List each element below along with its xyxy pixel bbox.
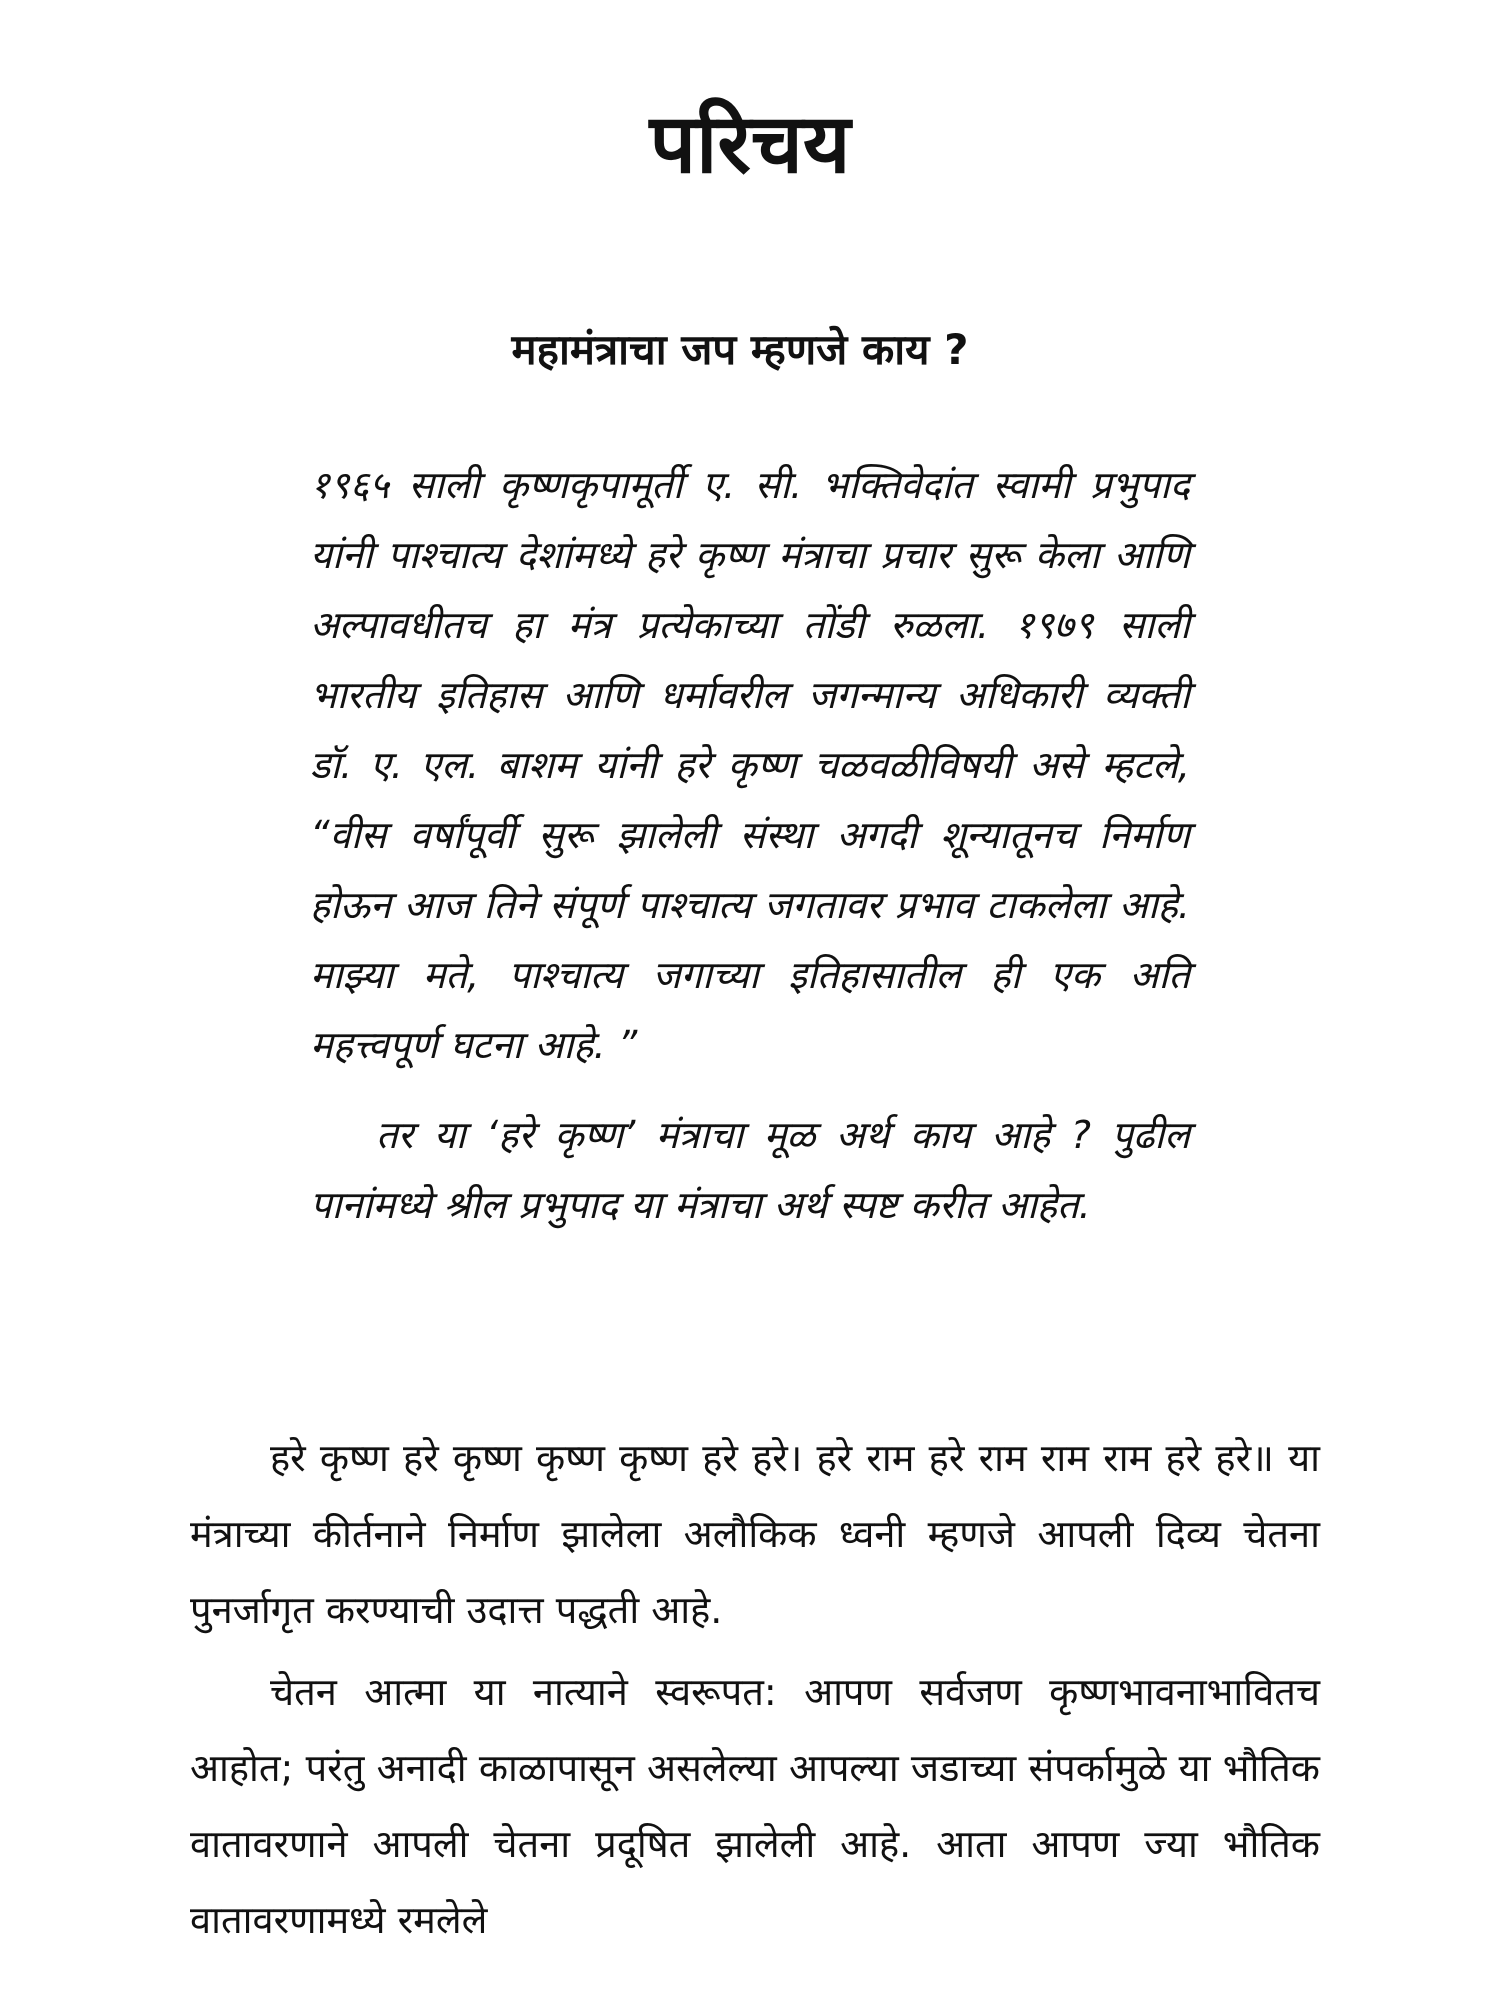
intro-block (310, 450, 1190, 1240)
intro-paragraph-2: तर या ‘हरे कृष्ण’ मंत्राचा मूळ अर्थ काय आहे ? पुढील पानांमध्ये श्रील प्रभुपाद या मंत्राचा अर्थ स्पष्ट करीत आहेत. (310, 1113, 1190, 1227)
body-paragraph-1: हरे कृष्ण हरे कृष्ण कृष्ण कृष्ण हरे हरे। हरे राम हरे राम राम राम हरे हरे॥ या मंत्राच्या कीर्तनाने निर्माण झालेला अलौकिक ध्वनी म्हणजे आपली दिव्य चेतना पुनर्जागृत करण्याची उदात्त पद्धती आहे. (190, 1436, 1320, 1632)
section-heading: महामंत्राचा जप म्हणजे काय ? (511, 325, 969, 374)
intro-paragraph-1: १९६५ साली कृष्णकृपामूर्ती ए. सी. भक्तिवेदांत स्वामी प्रभुपाद यांनी पाश्चात्य देशांमध्ये हरे कृष्ण मंत्राचा प्रचार सुरू केला आणि अल्पावधीतच हा मंत्र प्रत्येकाच्या तोंडी रुळला. १९७९ साली भारतीय इतिहास आणि धर्मावरील जगन्मान्य अधिकारी व्यक्ती डॉ. ए. एल. बाशम यांनी हरे कृष्ण चळवळीविषयी असे म्हटले, “वीस वर्षांपूर्वी सुरू झालेली संस्था अगदी शून्यातूनच निर्माण होऊन आज तिने संपूर्ण पाश्चात्य जगतावर प्रभाव टाकलेला आहे. माझ्या मते, पाश्चात्य जगाच्या इतिहासातील ही एक अति महत्त्वपूर्ण घटना आहे. ” (310, 463, 1190, 1067)
body-text (190, 1420, 1320, 1958)
body-paragraph-2: चेतन आत्मा या नात्याने स्वरूपत: आपण सर्वजण कृष्णभावनाभावितच आहोत; परंतु अनादी काळापासून असलेल्या आपल्या जडाच्या संपर्कामुळे या भौतिक वातावरणाने आपली चेतना प्रदूषित झालेली आहे. आता आपण ज्या भौतिक वातावरणामध्ये रमलेले (190, 1670, 1320, 1942)
chapter-title: परिचय (649, 97, 851, 192)
